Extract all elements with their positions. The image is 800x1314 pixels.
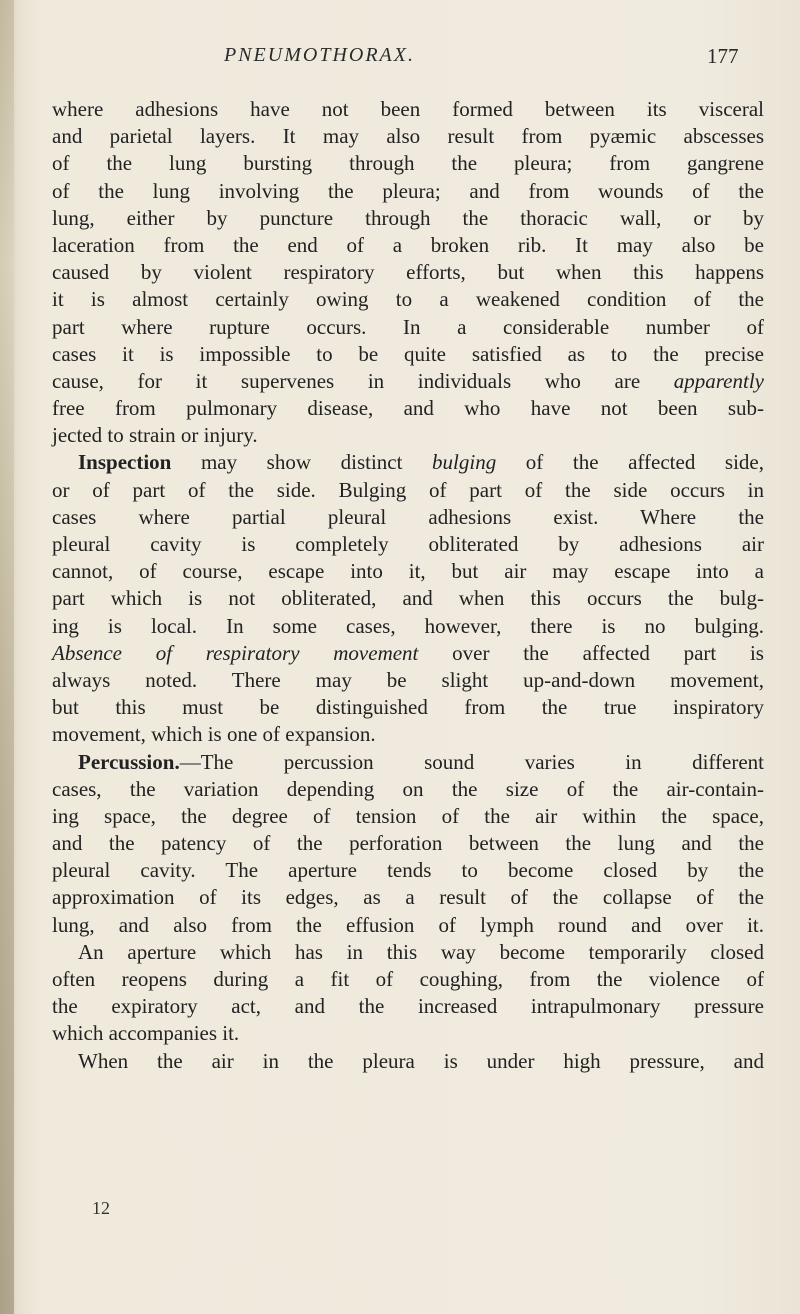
section-heading-percussion: Percussion. xyxy=(78,749,180,774)
text-line: An aperture which has in this way become temporarily closed xyxy=(78,939,764,964)
text-span: may show distinct xyxy=(171,450,433,475)
text-line: often reopens during a fit of coughing, from the violence of xyxy=(52,967,764,991)
text-line: and parietal layers. It may also result from pyæmic abscesses xyxy=(52,124,764,149)
body-text xyxy=(52,96,764,1075)
text-line xyxy=(52,368,764,395)
page-header xyxy=(0,44,800,80)
text-span: of the affected side, xyxy=(496,450,764,475)
text-line: of the lung involving the pleura; and from wounds of the xyxy=(52,178,764,203)
text-line: cases, the variation depending on the size of the air-contain- xyxy=(52,776,764,801)
text-line: free from pulmonary disease, and who have not been sub- xyxy=(52,396,764,421)
text-line: cannot, of course, escape into it, but air may escape into a xyxy=(52,559,764,584)
section-heading-inspection: Inspection xyxy=(78,450,172,475)
text-line: jected to strain or injury. xyxy=(52,423,258,448)
text-line: always noted. There may be slight up-and-down movement, xyxy=(52,667,764,692)
text-line: where adhesions have not been formed between its visceral xyxy=(52,97,764,121)
text-line: caused by violent respiratory efforts, but when this happens xyxy=(52,260,764,285)
page-gutter-shadow xyxy=(0,0,14,1314)
signature-mark: 12 xyxy=(92,1198,110,1218)
text-line: or of part of the side. Bulging of part of the side occurs in xyxy=(52,477,764,502)
text-line: it is almost certainly owing to a weakened condition of the xyxy=(52,287,764,312)
text-span: cause, for it supervenes in individuals who are xyxy=(52,368,674,393)
text-line: and the patency of the perforation between the lung and the xyxy=(52,831,764,856)
text-span: over the affected part is xyxy=(418,640,764,665)
text-span: —The percussion sound varies in different xyxy=(179,749,764,774)
text-line: movement, which is one of expansion. xyxy=(52,722,376,747)
text-line: the expiratory act, and the increased intrapulmonary pressure xyxy=(52,994,764,1019)
text-line xyxy=(52,449,764,476)
running-head: PNEUMOTHORAX. xyxy=(224,44,415,66)
text-line: pleural cavity. The aperture tends to become closed by the xyxy=(52,858,764,883)
text-line: lung, and also from the effusion of lymph round and over it. xyxy=(52,912,764,937)
text-line: approximation of its edges, as a result of the collapse of the xyxy=(52,885,764,910)
text-line xyxy=(52,640,764,667)
text-line: ing is local. In some cases, however, there is no bulging. xyxy=(52,613,764,638)
text-line: ing space, the degree of tension of the air within the space, xyxy=(52,803,764,828)
text-line: which accompanies it. xyxy=(52,1021,240,1046)
emphasis-apparently: apparently xyxy=(673,368,764,393)
emphasis-absence: Absence of respiratory movement xyxy=(52,640,419,665)
text-line: lung, either by puncture through the thoracic wall, or by xyxy=(52,205,764,230)
text-line: cases where partial pleural adhesions exist. Where the xyxy=(52,504,764,529)
text-line: cases it is impossible to be quite satisfied as to the precise xyxy=(52,341,764,366)
text-line: pleural cavity is completely obliterated by adhesions air xyxy=(52,532,764,556)
text-line: When the air in the pleura is under high pressure, and xyxy=(78,1048,764,1073)
page-number: 177 xyxy=(707,44,739,68)
text-line xyxy=(52,749,764,776)
text-line: but this must be distinguished from the true inspiratory xyxy=(52,695,764,720)
text-line: laceration from the end of a broken rib. It may also be xyxy=(52,232,764,257)
text-line: part which is not obliterated, and when this occurs the bulg- xyxy=(52,586,764,611)
emphasis-bulging: bulging xyxy=(432,450,497,475)
text-line: of the lung bursting through the pleura; from gangrene xyxy=(52,151,764,176)
text-line: part where rupture occurs. In a considerable number of xyxy=(52,314,764,339)
